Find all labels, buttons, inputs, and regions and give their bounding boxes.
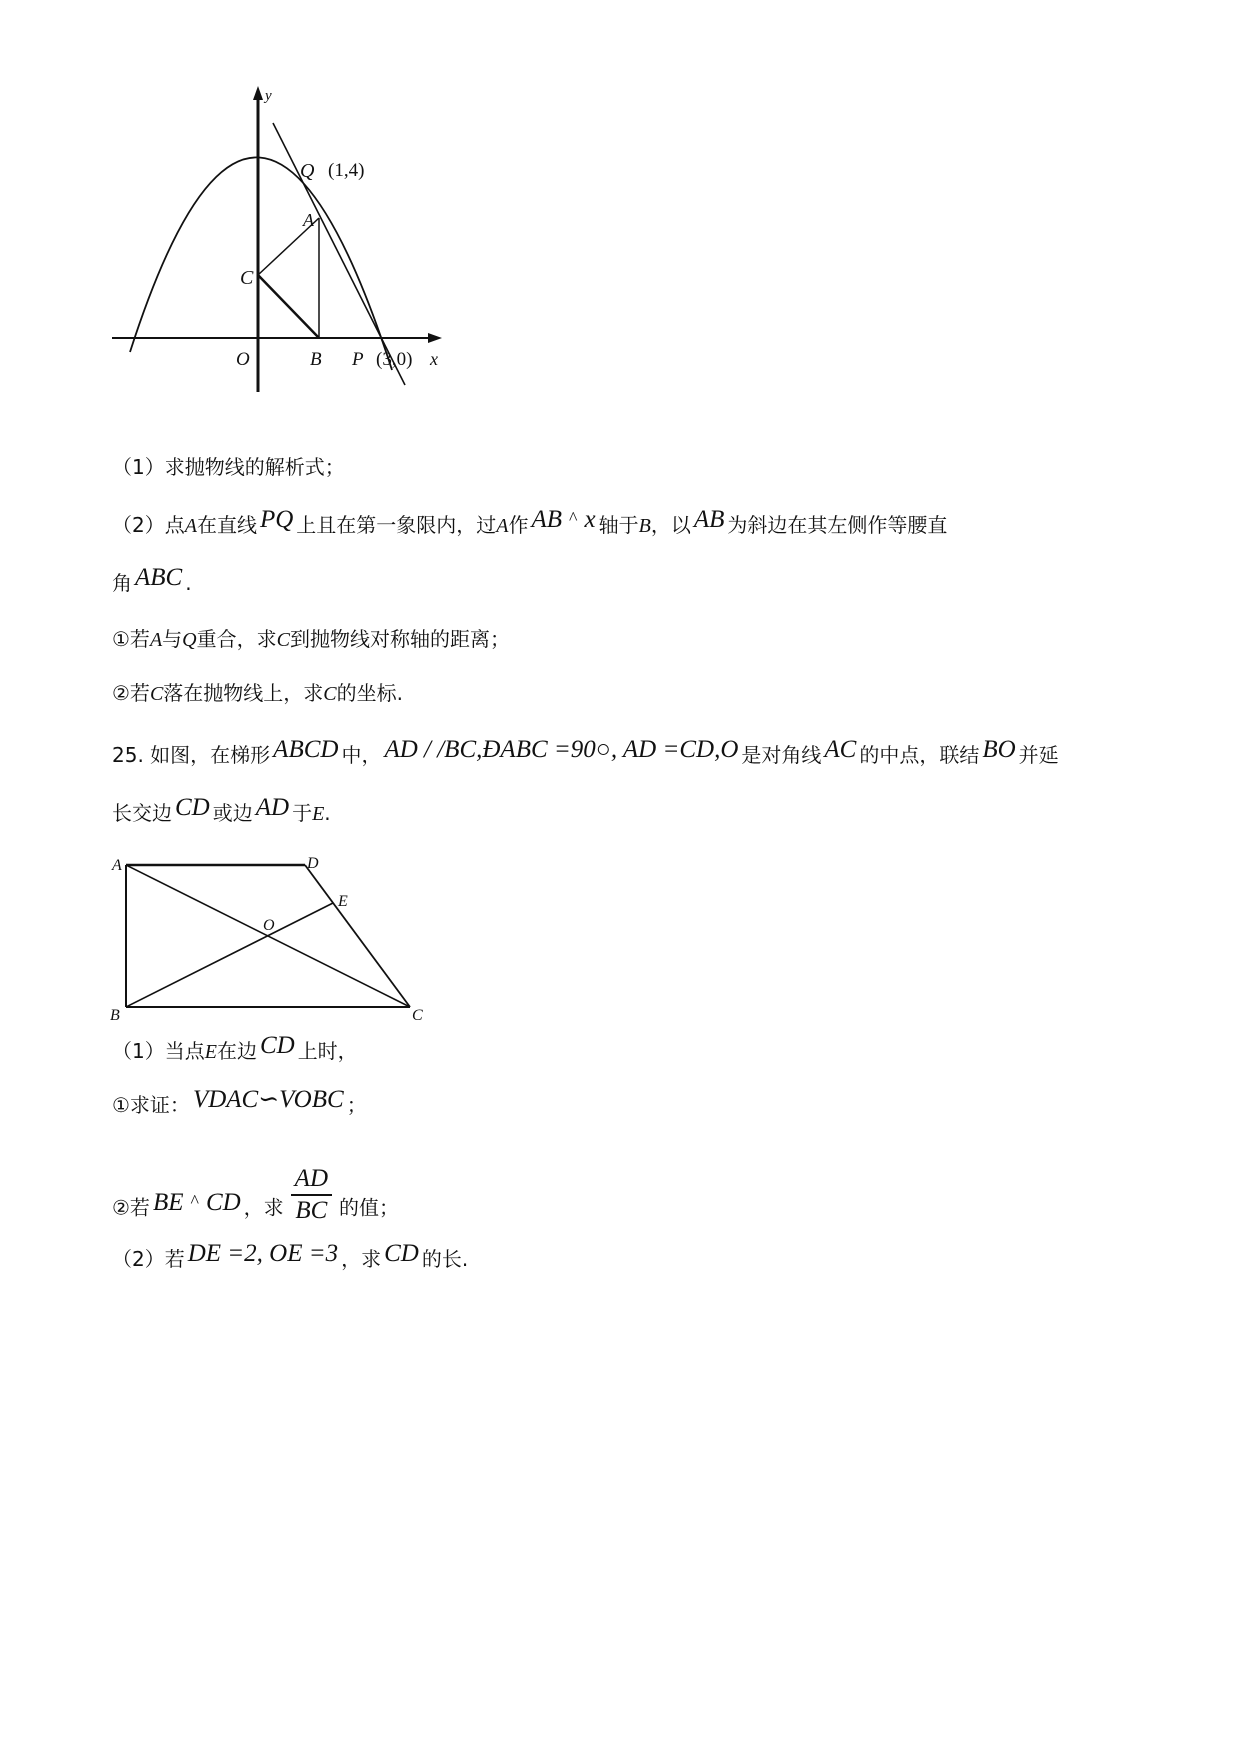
point-o-label: O — [263, 917, 275, 934]
trapezoid-figure — [100, 840, 440, 1020]
q24-part1: （1）求抛物线的解析式； — [112, 455, 345, 479]
q25-part2: （2）若 DE =2, OE =3 ，求 CD 的长. — [112, 1240, 469, 1271]
vertex-d-label: D — [307, 855, 319, 872]
point-c-label: C — [240, 267, 254, 289]
point-p-coord: (3,0) — [376, 349, 413, 370]
q25-stem: 25. 如图，在梯形 ABCD 中， AD / /BC,ÐABC =90○, AD =CD,O 是对角线 AC 的中点，联结 BO 并延 — [112, 736, 1059, 767]
point-p-label: P — [352, 349, 364, 370]
point-b-label: B — [310, 349, 322, 370]
q24-sub1: ①若A与Q重合，求C到抛物线对称轴的距离； — [112, 627, 510, 651]
y-axis-label: y — [265, 88, 272, 104]
q25-sub2: ②若 BE ^ CD ，求 $\frac{AD}{BC}$ 的值； — [112, 1165, 399, 1224]
q24-sub2: ②若C落在抛物线上，求C的坐标. — [112, 681, 403, 705]
q25-stem-cont: 长交边 CD 或边 AD 于E. — [112, 794, 331, 825]
point-a-label: A — [303, 210, 314, 230]
ad-over-bc-fraction: $\frac{AD}{BC}$ — [288, 1164, 335, 1226]
q24-part2: （2）点A在直线 PQ 上且在第一象限内，过A作 AB ^ x 轴于B，以 AB 为斜边在其左侧作等腰直 — [112, 506, 948, 537]
point-e-label: E — [338, 893, 348, 910]
vertex-c-label: C — [412, 1007, 423, 1020]
q25-sub1: ①求证： VDAC∽VOBC ； — [112, 1086, 367, 1117]
vertex-a-label: A — [112, 857, 122, 874]
q24-part2-cont: 角 ABC . — [112, 564, 192, 595]
q25-part1: （1）当点E在边 CD 上时， — [112, 1032, 358, 1063]
x-axis-label: x — [430, 349, 438, 369]
origin-label: O — [236, 349, 250, 370]
point-q-coord: (1,4) — [328, 160, 365, 181]
point-q-label: Q — [300, 160, 315, 182]
vertex-b-label: B — [110, 1007, 120, 1020]
parabola-figure — [100, 80, 460, 440]
